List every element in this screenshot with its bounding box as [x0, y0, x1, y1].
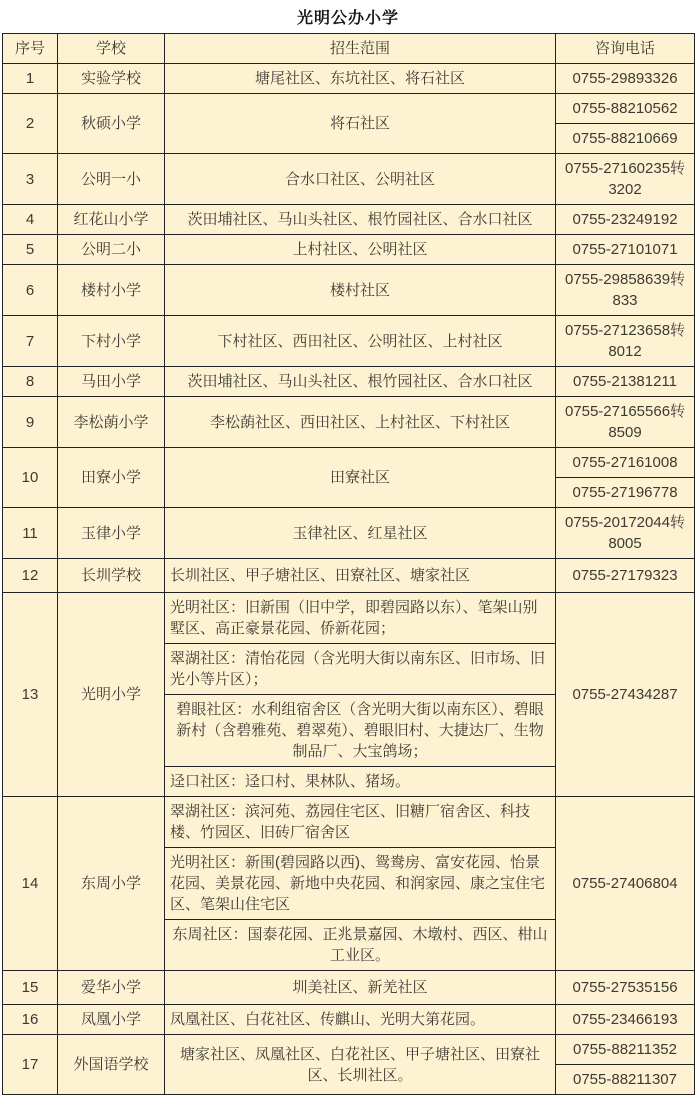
range-cell: 迳口社区：迳口村、果林队、猪场。 — [165, 767, 556, 797]
column-header-school: 学校 — [58, 34, 165, 64]
row-number-cell: 10 — [3, 448, 58, 508]
row-number-cell: 16 — [3, 1005, 58, 1035]
school-cell: 楼村小学 — [58, 265, 165, 316]
column-header-range: 招生范围 — [165, 34, 556, 64]
school-roster-table — [2, 33, 695, 1095]
school-cell: 公明二小 — [58, 235, 165, 265]
table-row — [3, 797, 695, 848]
range-cell: 长圳社区、甲子塘社区、田寮社区、塘家社区 — [165, 559, 556, 593]
range-cell: 翠湖社区：滨河苑、荔园住宅区、旧糖厂宿舍区、科技楼、竹园区、旧砖厂宿舍区 — [165, 797, 556, 848]
row-number-cell: 6 — [3, 265, 58, 316]
row-number-cell: 11 — [3, 508, 58, 559]
table-row — [3, 559, 695, 593]
table-row — [3, 367, 695, 397]
school-cell: 马田小学 — [58, 367, 165, 397]
range-cell: 塘家社区、凤凰社区、白花社区、甲子塘社区、田寮社区、长圳社区。 — [165, 1035, 556, 1095]
school-cell: 外国语学校 — [58, 1035, 165, 1095]
range-cell: 圳美社区、新羌社区 — [165, 971, 556, 1005]
table-row — [3, 94, 695, 124]
range-cell: 合水口社区、公明社区 — [165, 154, 556, 205]
phone-cell: 0755-21381211 — [556, 367, 695, 397]
range-cell: 茨田埔社区、马山头社区、根竹园社区、合水口社区 — [165, 367, 556, 397]
table-row — [3, 397, 695, 448]
table-row — [3, 593, 695, 644]
school-cell: 秋硕小学 — [58, 94, 165, 154]
row-number-cell: 9 — [3, 397, 58, 448]
range-cell: 翠湖社区：清怡花园（含光明大街以南东区、旧市场、旧光小等片区）； — [165, 644, 556, 695]
school-cell: 红花山小学 — [58, 205, 165, 235]
phone-cell: 0755-27161008 — [556, 448, 695, 478]
row-number-cell: 12 — [3, 559, 58, 593]
table-row — [3, 316, 695, 367]
school-cell: 东周小学 — [58, 797, 165, 971]
table-title: 光明公办小学 — [296, 10, 399, 27]
column-header-no: 序号 — [3, 34, 58, 64]
phone-cell: 0755-27165566转8509 — [556, 397, 695, 448]
table-row — [3, 448, 695, 478]
range-cell: 光明社区：旧新围（旧中学，即碧园路以东）、笔架山别墅区、高正豪景花园、侨新花园； — [165, 593, 556, 644]
row-number-cell: 2 — [3, 94, 58, 154]
phone-cell: 0755-27406804 — [556, 797, 695, 971]
school-cell: 光明小学 — [58, 593, 165, 797]
school-cell: 实验学校 — [58, 64, 165, 94]
phone-cell: 0755-88210669 — [556, 124, 695, 154]
table-row — [3, 265, 695, 316]
row-number-cell: 5 — [3, 235, 58, 265]
range-cell: 凤凰社区、白花社区、传麒山、光明大第花园。 — [165, 1005, 556, 1035]
row-number-cell: 8 — [3, 367, 58, 397]
row-number-cell: 1 — [3, 64, 58, 94]
table-row — [3, 154, 695, 205]
table-row — [3, 1035, 695, 1065]
school-cell: 凤凰小学 — [58, 1005, 165, 1035]
range-cell: 东周社区：国泰花园、正兆景嘉园、木墩村、西区、柑山工业区。 — [165, 920, 556, 971]
row-number-cell: 14 — [3, 797, 58, 971]
range-cell: 碧眼社区：水利组宿舍区（含光明大街以南东区）、碧眼新村（含碧雅苑、碧翠苑）、碧眼旧村、大捷达厂、生物制品厂、大宝鸽场； — [165, 695, 556, 767]
row-number-cell: 7 — [3, 316, 58, 367]
phone-cell: 0755-29893326 — [556, 64, 695, 94]
phone-cell: 0755-23249192 — [556, 205, 695, 235]
range-cell: 楼村社区 — [165, 265, 556, 316]
phone-cell: 0755-20172044转8005 — [556, 508, 695, 559]
range-cell: 茨田埔社区、马山头社区、根竹园社区、合水口社区 — [165, 205, 556, 235]
range-cell: 塘尾社区、东坑社区、将石社区 — [165, 64, 556, 94]
range-cell: 田寮社区 — [165, 448, 556, 508]
table-row — [3, 1005, 695, 1035]
school-cell: 爱华小学 — [58, 971, 165, 1005]
range-cell: 下村社区、西田社区、公明社区、上村社区 — [165, 316, 556, 367]
row-number-cell: 17 — [3, 1035, 58, 1095]
table-row — [3, 64, 695, 94]
table-row — [3, 205, 695, 235]
header-row — [3, 34, 695, 64]
table-row — [3, 235, 695, 265]
school-cell: 长圳学校 — [58, 559, 165, 593]
range-cell: 光明社区：新围(碧园路以西)、鸳鸯房、富安花园、怡景花园、美景花园、新地中央花园、和润家园、康之宝住宅区、笔架山住宅区 — [165, 848, 556, 920]
phone-cell: 0755-29858639转833 — [556, 265, 695, 316]
range-cell: 李松蓢社区、西田社区、上村社区、下村社区 — [165, 397, 556, 448]
phone-cell: 0755-88210562 — [556, 94, 695, 124]
phone-cell: 0755-23466193 — [556, 1005, 695, 1035]
phone-cell: 0755-88211352 — [556, 1035, 695, 1065]
school-cell: 玉律小学 — [58, 508, 165, 559]
phone-cell: 0755-27434287 — [556, 593, 695, 797]
phone-cell: 0755-27535156 — [556, 971, 695, 1005]
range-cell: 上村社区、公明社区 — [165, 235, 556, 265]
column-header-phone: 咨询电话 — [556, 34, 695, 64]
row-number-cell: 13 — [3, 593, 58, 797]
school-cell: 公明一小 — [58, 154, 165, 205]
table-row — [3, 508, 695, 559]
phone-cell: 0755-27196778 — [556, 478, 695, 508]
row-number-cell: 4 — [3, 205, 58, 235]
table-row — [3, 971, 695, 1005]
row-number-cell: 3 — [3, 154, 58, 205]
range-cell: 将石社区 — [165, 94, 556, 154]
phone-cell: 0755-27123658转8012 — [556, 316, 695, 367]
row-number-cell: 15 — [3, 971, 58, 1005]
school-cell: 田寮小学 — [58, 448, 165, 508]
phone-cell: 0755-88211307 — [556, 1065, 695, 1095]
range-cell: 玉律社区、红星社区 — [165, 508, 556, 559]
school-cell: 下村小学 — [58, 316, 165, 367]
school-cell: 李松蓢小学 — [58, 397, 165, 448]
phone-cell: 0755-27160235转3202 — [556, 154, 695, 205]
phone-cell: 0755-27101071 — [556, 235, 695, 265]
phone-cell: 0755-27179323 — [556, 559, 695, 593]
